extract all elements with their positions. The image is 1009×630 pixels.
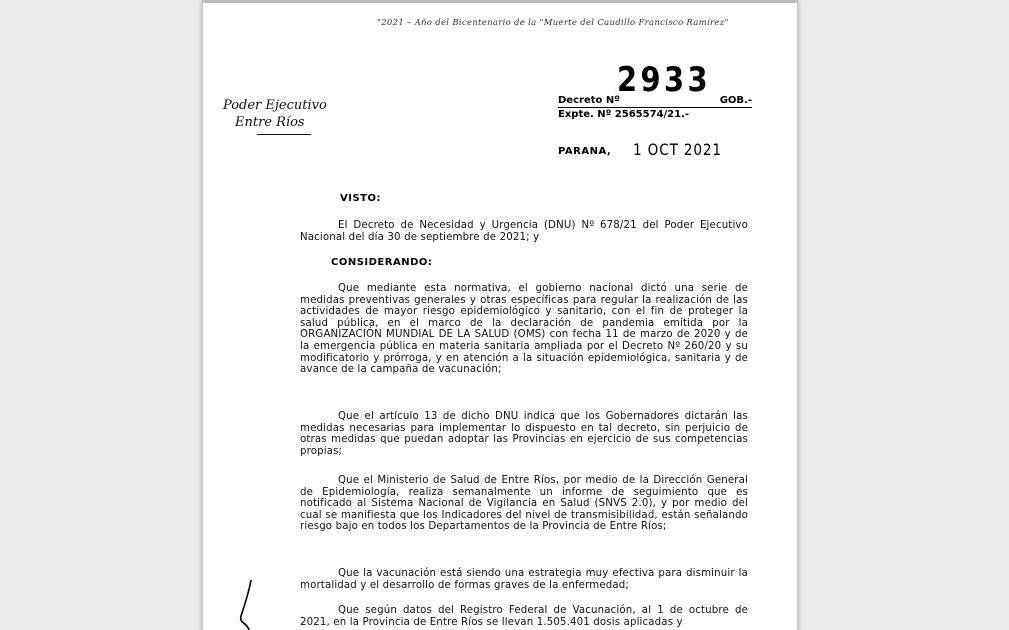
signature-mark [233,578,263,630]
issuer-underline [257,134,311,135]
decree-label: Decreto Nº [558,95,620,106]
file-number: Expte. Nº 2565574/21.- [558,109,689,120]
considerando-paragraph-5: Que según datos del Registro Federal de Vacunación, al 1 de octubre de 2021, en la Provincia de Entre Ríos se llevan 1.505.401 dosis aplicadas y [300,605,748,628]
visto-paragraph: El Decreto de Necesidad y Urgencia (DNU) Nº 678/21 del Poder Ejecutivo Nacional del día 30 de septiembre de 2021; y [300,220,748,243]
considerando-paragraph-3: Que el Ministerio de Salud de Entre Ríos, por medio de la Dirección General de Epidemiología, realiza semanalmente un informe de seguimiento que es notificado al Sistema Nacional de Vigilancia en Salud (SNVS 2.0), y por medio del cual se manifiesta que los Indicadores del nivel de transmisibilidad, están señalando riesgo bajo en todos los Departamentos de la Provincia de Entre Ríos; [300,475,748,533]
issuer-line-1: Poder Ejecutivo [223,98,327,113]
decree-suffix: GOB.- [719,95,752,106]
considerando-paragraph-4: Que la vacunación está siendo una estrategia muy efectiva para disminuir la mortalidad y el desarrollo de formas graves de la enfermedad; [300,568,748,591]
considerando-paragraph-1: Que mediante esta normativa, el gobierno nacional dictó una serie de medidas preventivas generales y otras específicas para regular la realización de las actividades de mayor riesgo epidemiológico y sanitario, con el fin de proteger la salud pública, en el marco de la declaración de pandemia emitida por la ORGANIZACIÓN MUNDIAL DE LA SALUD (OMS) con fecha 11 de marzo de 2020 y de la emergencia pública en materia sanitaria ampliada por el Decreto Nº 260/20 y su modificatorio y prórroga, y en atención a la situación epidemiológica, sanitaria y de avance de la campaña de vacunación; [300,283,748,376]
year-motto: "2021 – Año del Bicentenario de la "Muerte del Caudillo Francisco Ramírez" [377,18,729,28]
decree-number: 2933 [617,60,712,100]
issuer-emblem [223,97,327,135]
issuer-line-2: Entre Ríos [235,115,305,130]
considerando-paragraph-2: Que el artículo 13 de dicho DNU indica que los Gobernadores dictarán las medidas necesarias para implementar lo dispuesto en tal decreto, sin perjuicio de otras medidas que puedan adoptar las Provincias en ejercicio de sus competencias propias; [300,411,748,457]
considerando-heading: CONSIDERANDO: [331,257,433,268]
page-top-edge [203,0,797,3]
document-page [202,0,798,630]
visto-heading: VISTO: [340,193,381,204]
decree-line [558,95,752,108]
date-stamp: 1 OCT 2021 [633,140,722,159]
place-label: PARANA, [558,146,612,157]
